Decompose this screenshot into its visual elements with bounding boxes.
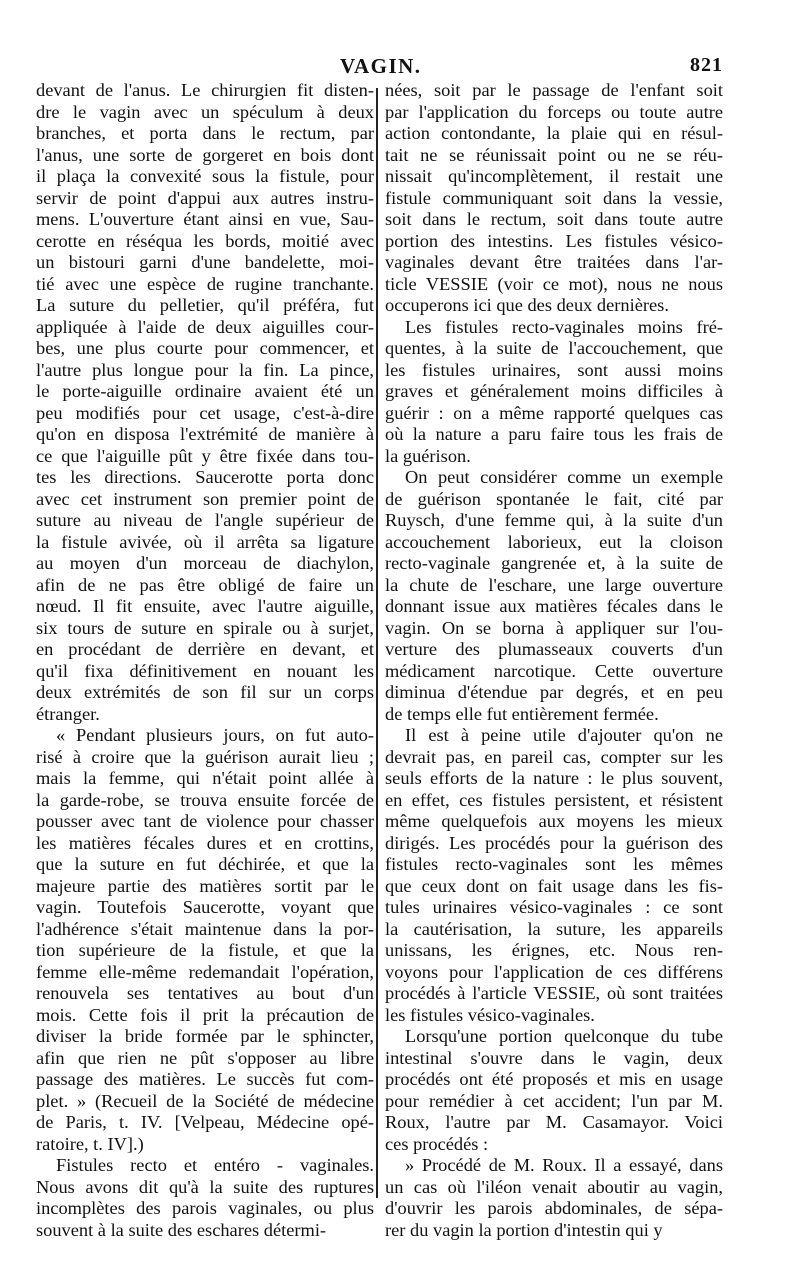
text-line: recto-vaginale gangrenée et, à la suite de: [385, 553, 723, 573]
text-line: mens. L'ouverture étant ainsi en vue, Sau-: [36, 209, 374, 229]
text-line: pour remédier à cet accident; l'un par M.: [385, 1090, 723, 1111]
text-line: nœud. Il fit ensuite, avec l'autre aiguille,: [36, 596, 374, 616]
text-line: nées, soit par le passage de l'enfant soit: [385, 80, 723, 100]
right-text-column: [385, 80, 723, 1241]
text-line: en effet, ces fistules persistent, et résistent: [385, 789, 723, 810]
text-line: servir de point d'appui aux autres instru-: [36, 187, 374, 208]
text-line: tes les directions. Saucerotte porta donc: [36, 467, 374, 487]
text-line: Les fistules recto-vaginales moins fré-: [405, 316, 723, 337]
text-line: en procédant de derrière en devant, et: [36, 639, 374, 659]
text-line: ce que l'aiguille pût y être fixée dans tou-: [36, 445, 374, 466]
text-line: dre le vagin avec un spéculum à deux: [36, 101, 374, 122]
text-line: Roux, l'autre par M. Casamayor. Voici: [385, 1112, 723, 1132]
text-line: suture au niveau de l'angle supérieur de: [36, 510, 374, 530]
text-line: nissait qu'incomplètement, il restait une: [385, 166, 723, 186]
text-line: vagin. On se borna à appliquer sur l'ou-: [385, 617, 723, 638]
page-number: 821: [690, 54, 723, 76]
text-line: l'adhérence s'était maintenue dans la por-: [36, 918, 374, 939]
text-line: vagin. Toutefois Saucerotte, voyant que: [36, 897, 374, 917]
text-line: médicament narcotique. Cette ouverture: [385, 660, 723, 681]
text-line: donnant issue aux matières fécales dans le: [385, 596, 723, 616]
text-line: la cautérisation, la suture, les appareils: [385, 918, 723, 939]
text-line: qu'on en disposa l'extrémité de manière à: [36, 424, 374, 444]
text-line: les fistules urinaires, sont aussi moins: [385, 359, 723, 380]
text-line: afin que rien ne pût s'opposer au libre: [36, 1047, 374, 1068]
text-line: avec cet instrument son premier point de: [36, 488, 374, 509]
text-line: Il est à peine utile d'ajouter qu'on ne: [405, 725, 723, 745]
text-line: les matières fécales dures et en crottins,: [36, 832, 374, 853]
column-divider-rule: [376, 88, 378, 1198]
text-line: cerotte en réséqua les bords, moitié avec: [36, 230, 374, 251]
text-line: femme elle-même redemandait l'opération,: [36, 961, 374, 982]
text-line: soit dans le rectum, soit dans toute autre: [385, 209, 723, 229]
text-line: plet. » (Recueil de la Société de médecine: [36, 1090, 374, 1111]
text-line: procédés à l'article VESSIE, où sont traitées: [385, 983, 723, 1003]
text-line: unissans, les érignes, etc. Nous ren-: [385, 940, 723, 960]
running-title: VAGIN.: [340, 54, 422, 78]
text-line: mais la femme, qui n'était point allée à: [36, 768, 374, 788]
text-line: un cas où l'iléon venait aboutir au vagin,: [385, 1176, 723, 1197]
left-text-column: [36, 80, 374, 1241]
text-line: On peut considérer comme un exemple: [405, 467, 723, 487]
text-line: ces procédés :: [385, 1133, 489, 1154]
text-line: six tours de suture en spirale ou à surjet,: [36, 617, 374, 638]
text-line: deux extrémités de son fil sur un corps: [36, 682, 374, 702]
text-line: graves et généralement moins difficiles à: [385, 381, 723, 401]
text-line: pousser avec tant de violence pour chasser: [36, 811, 374, 831]
text-line: Lorsqu'une portion quelconque du tube: [405, 1026, 723, 1046]
text-line: tait ne se réunissait point ou ne se réu-: [385, 144, 723, 165]
text-line: l'autre plus longue pour la fin. La pince,: [36, 359, 374, 380]
text-line: intestinal s'ouvre dans le vagin, deux: [385, 1047, 723, 1068]
text-line: l'anus, une sorte de gorgeret en bois dont: [36, 144, 374, 165]
text-line: verture des plumasseaux couverts d'un: [385, 639, 723, 659]
text-line: tié avec une espèce de rugine tranchante.: [36, 273, 374, 294]
text-line: tules urinaires vésico-vaginales : ce sont: [385, 897, 723, 917]
text-line: il plaça la convexité sous la fistule, pour: [36, 166, 374, 186]
text-line: diviser la bride formée par le sphincter,: [36, 1026, 374, 1046]
text-line: un bistouri garni d'une bandelette, moi-: [36, 252, 374, 272]
text-line: voyons pour l'application de ces différens: [385, 961, 723, 982]
text-line: renouvela ses tentatives au bout d'un: [36, 983, 374, 1003]
text-line: appliquée à l'aide de deux aiguilles cour-: [36, 316, 374, 337]
text-line: les fistules vésico-vaginales.: [385, 1004, 595, 1025]
text-line: de Paris, t. IV. [Velpeau, Médecine opé-: [36, 1112, 374, 1132]
text-line: devant de l'anus. Le chirurgien fit disten-: [36, 80, 374, 100]
text-line: diminua d'étendue par degrés, et en peu: [385, 682, 723, 702]
text-line: devrait pas, en pareil cas, compter sur les: [385, 746, 723, 767]
text-line: rer du vagin la portion d'intestin qui y: [385, 1219, 663, 1240]
text-line: ticle VESSIE (voir ce mot), nous ne nous: [385, 273, 723, 294]
text-line: de guérison spontanée le fait, cité par: [385, 488, 723, 509]
text-line: Ruysch, d'une femme qui, à la suite d'un: [385, 510, 723, 530]
text-line: ratoire, t. IV].): [36, 1133, 144, 1154]
text-line: guérir : on a même rapporté quelques cas: [385, 402, 723, 423]
text-line: étranger.: [36, 703, 100, 724]
text-line: mois. Cette fois il prit la précaution de: [36, 1004, 374, 1025]
text-line: fistule communiquant soit dans la vessie,: [385, 187, 723, 208]
text-line: tion supérieure de la fistule, et que la: [36, 940, 374, 960]
text-line: Nous avons dit qu'à la suite des ruptures: [36, 1176, 374, 1197]
text-line: la guérison.: [385, 445, 471, 466]
text-line: bes, une plus courte pour commencer, et: [36, 338, 374, 358]
text-line: d'ouvrir les parois abdominales, de sépa-: [385, 1198, 723, 1218]
text-line: La suture du pelletier, qu'il préféra, fut: [36, 295, 374, 315]
text-line: procédés ont été proposés et mis en usage: [385, 1069, 723, 1089]
text-line: majeure partie des matières sortit par le: [36, 875, 374, 896]
text-line: branches, et porta dans le rectum, par: [36, 123, 374, 143]
text-line: action contondante, la plaie qui en résul-: [385, 123, 723, 143]
text-line: la fistule avivée, où il arrêta sa ligature: [36, 531, 374, 552]
text-line: occuperons ici que des deux dernières.: [385, 295, 669, 315]
text-line: même quelquefois aux moyens les mieux: [385, 811, 723, 831]
text-line: de temps elle fut entièrement fermée.: [385, 703, 659, 724]
text-line: fistules recto-vaginales sont les mêmes: [385, 854, 723, 874]
text-line: le porte-aiguille ordinaire avaient été un: [36, 381, 374, 401]
text-line: que la suture en fut déchirée, et que la: [36, 854, 374, 874]
text-line: souvent à la suite des eschares détermi-: [36, 1219, 327, 1240]
text-line: vaginales devant être traitées dans l'ar-: [385, 252, 723, 272]
text-line: qu'il fixa définitivement en nouant les: [36, 660, 374, 681]
text-line: risé à croire que la guérison aurait lieu ;: [36, 746, 374, 767]
text-line: seuls efforts de la nature : le plus souvent,: [385, 768, 723, 788]
text-line: que ceux dont on fait usage dans les fis-: [385, 875, 723, 896]
text-line: afin de ne pas être obligé de faire un: [36, 574, 374, 595]
text-line: » Procédé de M. Roux. Il a essayé, dans: [405, 1155, 723, 1175]
text-line: la garde-robe, se trouva ensuite forcée de: [36, 789, 374, 810]
text-line: passage des matières. Le succès fut com-: [36, 1069, 374, 1089]
text-line: au moyen d'un morceau de diachylon,: [36, 553, 374, 573]
text-line: Fistules recto et entéro - vaginales.: [56, 1155, 374, 1175]
text-line: incomplètes des parois vaginales, ou plus: [36, 1198, 374, 1218]
text-line: « Pendant plusieurs jours, on fut auto-: [56, 725, 374, 745]
text-line: quentes, à la suite de l'accouchement, que: [385, 338, 723, 358]
text-line: peu modifiés pour cet usage, c'est-à-dire: [36, 402, 374, 423]
text-line: dirigés. Les procédés pour la guérison des: [385, 832, 723, 853]
text-line: accouchement laborieux, eut la cloison: [385, 531, 723, 552]
text-line: où la nature a paru faire tous les frais de: [385, 424, 723, 444]
text-line: portion des intestins. Les fistules vésico-: [385, 230, 723, 251]
text-line: la chute de l'eschare, une large ouverture: [385, 574, 723, 595]
text-line: par l'application du forceps ou toute autre: [385, 101, 723, 122]
